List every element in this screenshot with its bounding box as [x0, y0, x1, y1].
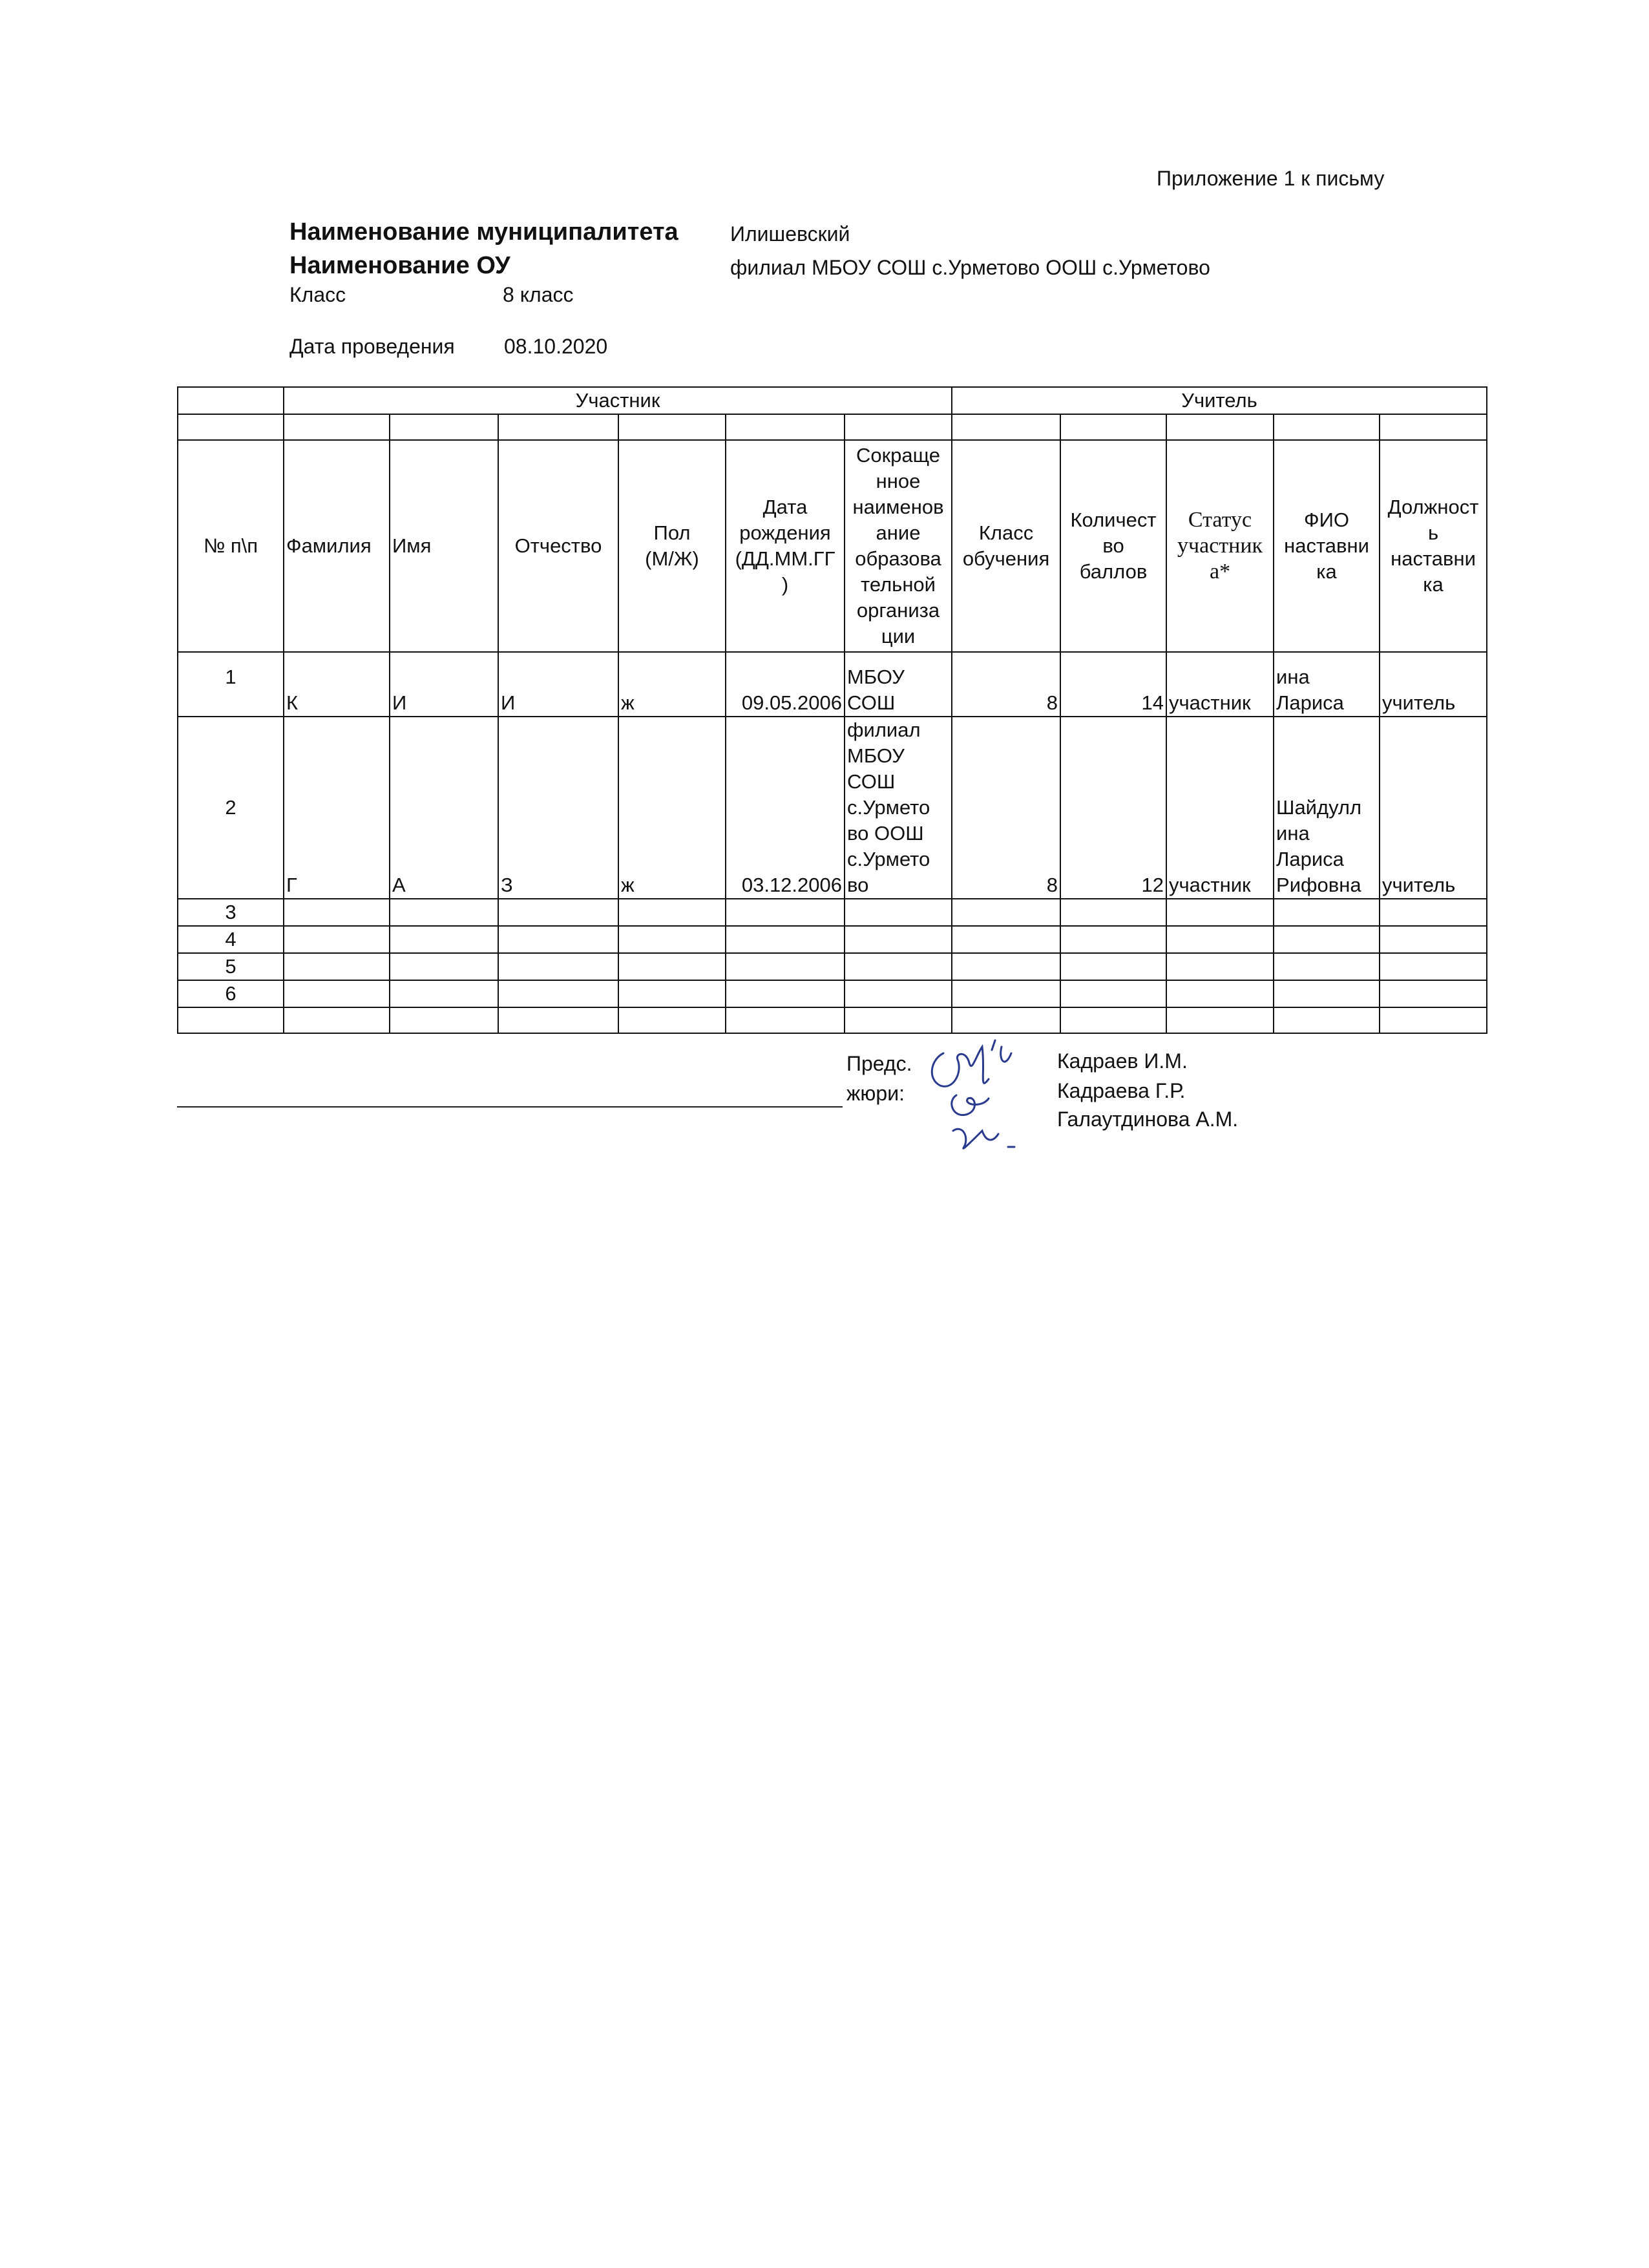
group-empty-cell	[178, 387, 284, 414]
jury-label-line1: Предс.	[846, 1052, 912, 1075]
col-grade: Класс обучения	[952, 440, 1060, 652]
col-surname: Фамилия	[284, 440, 390, 652]
table-row	[178, 899, 1487, 926]
row-number: 2	[178, 717, 284, 899]
jury-label-line2: жюри:	[846, 1082, 905, 1105]
row-number: 6	[178, 980, 284, 1007]
date-value: 08.10.2020	[504, 335, 608, 358]
group-teacher: Учитель	[952, 387, 1487, 414]
score-cell: 12	[1060, 717, 1166, 899]
col-position: Должност ь наставни ка	[1380, 440, 1487, 652]
row-number: 3	[178, 899, 284, 926]
organization-cell: филиал МБОУ СОШ с.Урмето во ООШ с.Урмето во	[845, 717, 952, 899]
sex-cell: ж	[618, 652, 726, 717]
birth-cell: 09.05.2006	[726, 652, 845, 717]
grade-cell: 8	[952, 717, 1060, 899]
sex-cell: ж	[618, 717, 726, 899]
organization-cell: МБОУ СОШ	[845, 652, 952, 717]
col-score: Количест во баллов	[1060, 440, 1166, 652]
row-number: 4	[178, 926, 284, 953]
class-label: Класс	[289, 283, 346, 306]
col-name: Имя	[390, 440, 498, 652]
patronymic-cell: И	[498, 652, 618, 717]
status-cell: участник	[1166, 652, 1274, 717]
surname-cell: К	[284, 652, 390, 717]
grade-cell: 8	[952, 652, 1060, 717]
group-header-row	[178, 387, 1487, 414]
signature-line	[177, 1106, 843, 1108]
name-cell: И	[390, 652, 498, 717]
name-cell: А	[390, 717, 498, 899]
table-row	[178, 953, 1487, 980]
school-value: филиал МБОУ СОШ с.Урметово ООШ с.Урметово	[730, 256, 1210, 279]
col-mentor: ФИО наставни ка	[1274, 440, 1380, 652]
results-table	[177, 386, 1487, 1034]
position-cell: учитель	[1380, 652, 1487, 717]
mentor-cell: Шайдулл ина Лариса Рифовна	[1274, 717, 1380, 899]
row-number: 1	[178, 652, 284, 717]
school-label: Наименование ОУ	[289, 252, 510, 279]
col-sex: Пол (М/Ж)	[618, 440, 726, 652]
column-header-row	[178, 440, 1487, 652]
col-patronymic: Отчество	[498, 440, 618, 652]
table-row	[178, 1007, 1487, 1033]
col-status: Статус участник а*	[1166, 440, 1274, 652]
patronymic-cell: З	[498, 717, 618, 899]
jury-member-1: Кадраев И.М.	[1057, 1049, 1188, 1073]
position-cell: учитель	[1380, 717, 1487, 899]
group-participant: Участник	[284, 387, 952, 414]
status-cell: участник	[1166, 717, 1274, 899]
table-row	[178, 926, 1487, 953]
handwritten-signature-icon	[918, 1034, 1047, 1157]
birth-cell: 03.12.2006	[726, 717, 845, 899]
mentor-cell: ина Лариса	[1274, 652, 1380, 717]
jury-member-3: Галаутдинова А.М.	[1057, 1108, 1239, 1131]
table-row	[178, 980, 1487, 1007]
blank-row	[178, 414, 1487, 440]
row-number: 5	[178, 953, 284, 980]
municipality-value: Илишевский	[730, 222, 850, 246]
municipality-label: Наименование муниципалитета	[289, 218, 678, 246]
col-num: № п\п	[178, 440, 284, 652]
jury-member-2: Кадраева Г.Р.	[1057, 1079, 1186, 1102]
class-value: 8 класс	[503, 283, 574, 306]
col-organization: Сокраще нное наименов ание образова тельной организа ции	[845, 440, 952, 652]
surname-cell: Г	[284, 717, 390, 899]
table-row	[178, 652, 1487, 717]
score-cell: 14	[1060, 652, 1166, 717]
date-label: Дата проведения	[289, 335, 455, 358]
col-birth-date: Дата рождения (ДД.ММ.ГГ )	[726, 440, 845, 652]
table-row	[178, 717, 1487, 899]
appendix-note: Приложение 1 к письму	[1157, 167, 1385, 190]
